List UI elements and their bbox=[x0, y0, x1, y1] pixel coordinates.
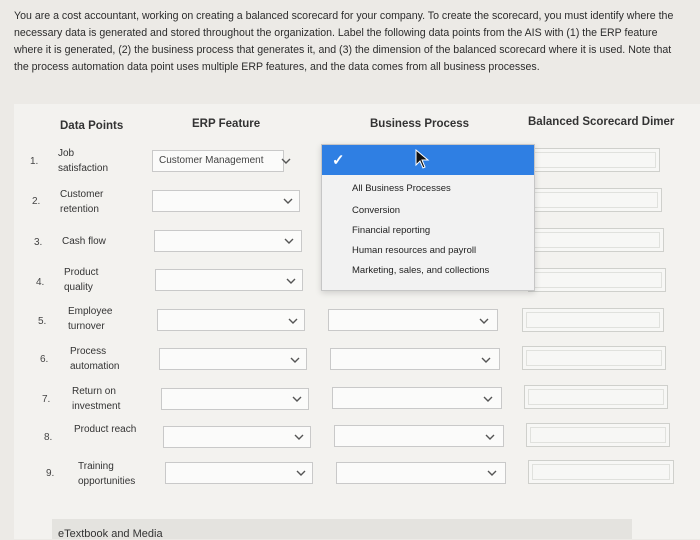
business-process-select[interactable] bbox=[328, 309, 498, 331]
data-point-label: Cash flow bbox=[62, 236, 106, 247]
dropdown-option[interactable]: Financial reporting bbox=[352, 225, 431, 236]
row-number: 8. bbox=[44, 432, 53, 443]
check-icon: ✓ bbox=[332, 152, 345, 169]
row-number: 6. bbox=[40, 354, 49, 365]
header-erp-feature: ERP Feature bbox=[192, 118, 261, 130]
answer-table bbox=[14, 104, 700, 539]
business-process-select[interactable] bbox=[330, 348, 500, 370]
erp-feature-select[interactable] bbox=[163, 426, 311, 448]
chevron-down-icon[interactable] bbox=[477, 314, 491, 328]
etextbook-link[interactable]: eTextbook and Media bbox=[58, 528, 163, 540]
chevron-down-icon[interactable] bbox=[292, 430, 306, 444]
chevron-down-icon[interactable] bbox=[485, 466, 499, 480]
instructions-text: You are a cost accountant, working on creating a balanced scorecard for your company. To create the scorecard, you must identify where the necessary data is generated and stored throughout the organization. Label the following data points from the AIS with (1) the ERP feature where it is generated, (2) the business process that generates it, and (3) the dimension of the balanced scorecard where it is used. Note that the process automation data point uses multiple ERP features, and the data comes from all business processes. bbox=[14, 10, 674, 73]
chevron-down-icon[interactable] bbox=[279, 154, 293, 168]
erp-feature-select[interactable] bbox=[155, 269, 303, 291]
chevron-down-icon[interactable] bbox=[288, 353, 302, 367]
data-point-label: Job satisfaction bbox=[58, 148, 109, 174]
row-number: 5. bbox=[38, 316, 47, 327]
dropdown-option[interactable]: Human resources and payroll bbox=[352, 245, 477, 256]
data-point-label: Product reach bbox=[74, 424, 137, 435]
business-process-dropdown[interactable] bbox=[321, 144, 535, 291]
business-process-select[interactable] bbox=[334, 425, 504, 447]
erp-feature-select[interactable] bbox=[165, 462, 313, 484]
chevron-down-icon[interactable] bbox=[294, 466, 308, 480]
chevron-down-icon[interactable] bbox=[290, 392, 304, 406]
dropdown-option[interactable]: Conversion bbox=[352, 205, 401, 216]
scorecard-select[interactable] bbox=[528, 228, 664, 252]
scorecard-select[interactable] bbox=[522, 346, 666, 370]
row-number: 7. bbox=[42, 394, 51, 405]
chevron-down-icon[interactable] bbox=[286, 314, 300, 328]
data-point-label: Customer retention bbox=[60, 189, 104, 215]
header-balanced-scorecard: Balanced Scorecard Dimer bbox=[528, 116, 675, 128]
data-point-label: Employee turnover bbox=[68, 306, 113, 332]
business-process-select[interactable] bbox=[336, 462, 506, 484]
scorecard-select[interactable] bbox=[526, 188, 662, 212]
chevron-down-icon[interactable] bbox=[483, 430, 497, 444]
mouse-cursor-icon bbox=[414, 149, 430, 169]
scorecard-select[interactable] bbox=[526, 148, 660, 172]
erp-feature-select[interactable] bbox=[152, 190, 300, 212]
dropdown-selected-option[interactable] bbox=[322, 145, 534, 175]
row-number: 3. bbox=[34, 237, 43, 248]
erp-feature-select[interactable] bbox=[159, 348, 307, 370]
chevron-down-icon[interactable] bbox=[479, 353, 493, 367]
data-point-label: Training opportunities bbox=[78, 461, 136, 487]
erp-feature-value: Customer Management bbox=[159, 155, 264, 166]
scorecard-select[interactable] bbox=[524, 385, 668, 409]
row-number: 9. bbox=[46, 468, 55, 479]
chevron-down-icon[interactable] bbox=[481, 392, 495, 406]
scorecard-select[interactable] bbox=[528, 460, 674, 484]
chevron-down-icon[interactable] bbox=[281, 194, 295, 208]
chevron-down-icon[interactable] bbox=[282, 234, 296, 248]
erp-feature-select[interactable] bbox=[154, 230, 302, 252]
row-number: 2. bbox=[32, 196, 41, 207]
data-point-label: Product quality bbox=[64, 267, 99, 293]
erp-feature-select[interactable] bbox=[152, 150, 284, 172]
business-process-select[interactable] bbox=[332, 387, 502, 409]
data-point-label: Process automation bbox=[70, 346, 120, 372]
header-data-points: Data Points bbox=[60, 120, 124, 132]
dropdown-option[interactable]: Marketing, sales, and collections bbox=[352, 265, 490, 276]
erp-feature-select[interactable] bbox=[161, 388, 309, 410]
row-number: 1. bbox=[30, 156, 39, 167]
scorecard-select[interactable] bbox=[522, 308, 664, 332]
header-business-process: Business Process bbox=[370, 118, 470, 130]
erp-feature-select[interactable] bbox=[157, 309, 305, 331]
scorecard-select[interactable] bbox=[526, 423, 670, 447]
data-point-label: Return on investment bbox=[72, 386, 121, 412]
dropdown-option[interactable]: All Business Processes bbox=[352, 183, 451, 194]
row-number: 4. bbox=[36, 277, 45, 288]
chevron-down-icon[interactable] bbox=[284, 274, 298, 288]
scorecard-select[interactable] bbox=[528, 268, 666, 292]
